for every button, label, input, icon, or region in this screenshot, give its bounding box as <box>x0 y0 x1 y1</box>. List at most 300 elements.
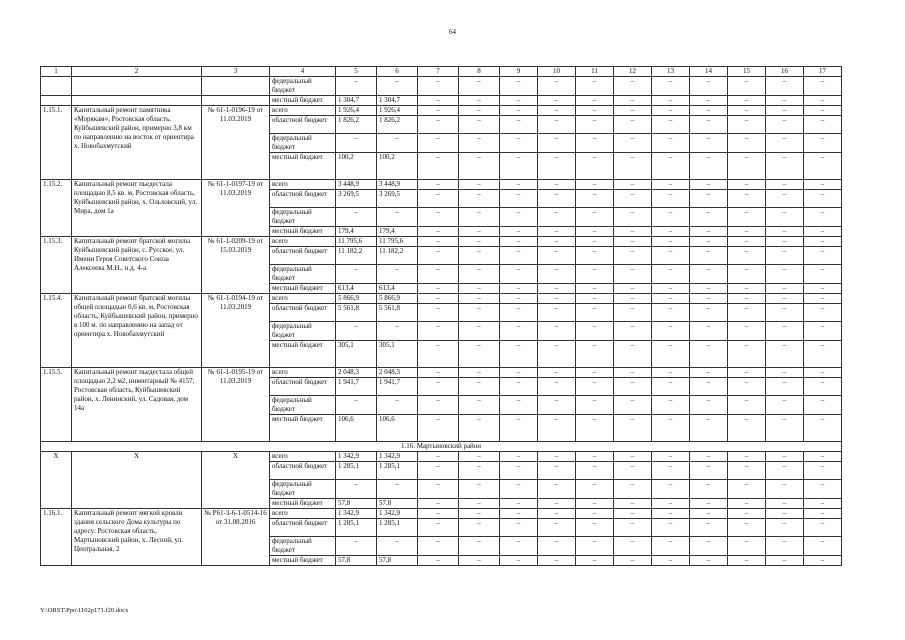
finance-row <box>41 452 842 462</box>
object-name: Капитальный ремонт пьедестала общей площадью 2,2 м2, инвентарный № 4157, Ростовская область, Куйбышевский район, х. Ленинский, ул. Садовая, дом 14а <box>72 368 202 442</box>
dash-cell: – <box>614 247 652 265</box>
source-label: местный бюджет <box>270 415 336 442</box>
dash-cell: – <box>418 415 459 442</box>
dash-cell: – <box>500 537 538 556</box>
finance-row <box>41 294 842 304</box>
dash-cell: – <box>614 116 652 134</box>
dash-cell: – <box>377 322 418 341</box>
continued-federal-row <box>41 77 842 96</box>
dash-cell: – <box>500 452 538 462</box>
dash-cell: – <box>576 208 614 227</box>
dash-cell: – <box>690 452 728 462</box>
dash-cell: – <box>576 452 614 462</box>
continued-local-row <box>41 96 842 106</box>
amount-col5: 3 448,9 <box>336 180 377 190</box>
source-label: областной бюджет <box>270 304 336 322</box>
amount-col5: 1 342,9 <box>336 509 377 519</box>
source-label: всего <box>270 294 336 304</box>
amount-col5: 11 182,2 <box>336 247 377 265</box>
object-name: Капитальный ремонт братской могилы Куйбышевский район, с. Русское, ул. Имени Героя Советского Союза Алексеева М.Н., н.д. 4-а <box>72 237 202 294</box>
column-number: 14 <box>690 67 728 77</box>
amount-col6: 305,1 <box>377 341 418 368</box>
dash-cell: – <box>652 294 690 304</box>
amount-col6: 100,2 <box>377 153 418 180</box>
dash-cell: – <box>766 237 804 247</box>
finance-row <box>41 509 842 519</box>
dash-cell: – <box>459 509 500 519</box>
permit-number: № 61-1-0194-19 от 11.03.2019 <box>202 294 270 368</box>
dash-cell: – <box>652 106 690 116</box>
dash-cell: – <box>652 227 690 237</box>
dash-cell: – <box>652 304 690 322</box>
permit-number: № 61-1-0195-19 от 11.03.2019 <box>202 368 270 442</box>
dash-cell: – <box>652 284 690 294</box>
amount-col6: 3 269,5 <box>377 190 418 208</box>
dash-cell: – <box>728 96 766 106</box>
dash-cell: – <box>459 378 500 396</box>
dash-cell: – <box>500 180 538 190</box>
dash-cell: – <box>576 462 614 480</box>
amount-col6: 106,6 <box>377 415 418 442</box>
dash-cell: – <box>459 134 500 153</box>
dash-cell: – <box>652 134 690 153</box>
dash-cell: – <box>804 556 842 566</box>
dash-cell: – <box>576 537 614 556</box>
dash-cell: – <box>766 452 804 462</box>
dash-cell: – <box>459 190 500 208</box>
dash-cell: – <box>614 237 652 247</box>
x-mark: Х <box>202 452 270 509</box>
dash-cell: – <box>576 396 614 415</box>
column-number: 16 <box>766 67 804 77</box>
dash-cell: – <box>538 556 576 566</box>
dash-cell: – <box>652 116 690 134</box>
dash-cell: – <box>804 77 842 96</box>
column-number: 13 <box>652 67 690 77</box>
dash-cell: – <box>418 304 459 322</box>
dash-cell: – <box>538 153 576 180</box>
dash-cell: – <box>766 284 804 294</box>
object-number: 1.15.2. <box>41 180 72 237</box>
dash-cell: – <box>766 519 804 537</box>
dash-cell: – <box>804 480 842 499</box>
dash-cell: – <box>459 304 500 322</box>
dash-cell: – <box>728 322 766 341</box>
dash-cell: – <box>690 378 728 396</box>
dash-cell: – <box>377 396 418 415</box>
dash-cell: – <box>614 265 652 284</box>
dash-cell: – <box>766 153 804 180</box>
dash-cell: – <box>804 237 842 247</box>
dash-cell: – <box>690 116 728 134</box>
dash-cell: – <box>459 153 500 180</box>
dash-cell: – <box>766 227 804 237</box>
dash-cell: – <box>418 247 459 265</box>
dash-cell: – <box>614 378 652 396</box>
amount-col5: 5 866,9 <box>336 294 377 304</box>
dash-cell: – <box>804 341 842 368</box>
column-number: 2 <box>72 67 202 77</box>
amount-col5: 57,8 <box>336 499 377 509</box>
dash-cell: – <box>459 519 500 537</box>
dash-cell: – <box>652 265 690 284</box>
dash-cell: – <box>336 77 377 96</box>
dash-cell: – <box>459 96 500 106</box>
dash-cell: – <box>614 322 652 341</box>
dash-cell: – <box>690 519 728 537</box>
dash-cell: – <box>336 396 377 415</box>
dash-cell: – <box>614 480 652 499</box>
dash-cell: – <box>804 537 842 556</box>
object-name: Капитальный ремонт братской могилы общей площадью 0,6 кв. м, Ростовская область, Куйбышевский район, примерно в 100 м. по направлению на запад от ориентира х. Новобахмутский <box>72 294 202 368</box>
dash-cell: – <box>652 499 690 509</box>
dash-cell: – <box>728 227 766 237</box>
dash-cell: – <box>766 247 804 265</box>
x-mark: Х <box>41 452 72 509</box>
dash-cell: – <box>538 284 576 294</box>
amount-col5: 1 342,9 <box>336 452 377 462</box>
source-label: областной бюджет <box>270 247 336 265</box>
dash-cell: – <box>500 153 538 180</box>
dash-cell: – <box>336 265 377 284</box>
section-title: 1.16. Мартыновский район <box>41 442 842 452</box>
dash-cell: – <box>538 499 576 509</box>
dash-cell: – <box>728 509 766 519</box>
dash-cell: – <box>418 499 459 509</box>
dash-cell: – <box>418 116 459 134</box>
dash-cell: – <box>538 237 576 247</box>
dash-cell: – <box>728 368 766 378</box>
dash-cell: – <box>538 106 576 116</box>
dash-cell: – <box>614 96 652 106</box>
dash-cell: – <box>728 519 766 537</box>
amount-col5: 1 826,2 <box>336 116 377 134</box>
dash-cell: – <box>459 294 500 304</box>
dash-cell: – <box>804 265 842 284</box>
amount-col6: 57,8 <box>377 556 418 566</box>
dash-cell: – <box>766 322 804 341</box>
dash-cell: – <box>728 378 766 396</box>
source-label: областной бюджет <box>270 519 336 537</box>
dash-cell: – <box>576 415 614 442</box>
dash-cell: – <box>377 77 418 96</box>
dash-cell: – <box>418 134 459 153</box>
dash-cell: – <box>500 396 538 415</box>
column-number: 12 <box>614 67 652 77</box>
dash-cell: – <box>652 519 690 537</box>
dash-cell: – <box>459 284 500 294</box>
dash-cell: – <box>652 556 690 566</box>
dash-cell: – <box>576 96 614 106</box>
dash-cell: – <box>418 462 459 480</box>
dash-cell: – <box>418 96 459 106</box>
source-label: всего <box>270 452 336 462</box>
dash-cell: – <box>690 341 728 368</box>
dash-cell: – <box>804 322 842 341</box>
dash-cell: – <box>500 519 538 537</box>
dash-cell: – <box>804 106 842 116</box>
dash-cell: – <box>500 368 538 378</box>
dash-cell: – <box>804 116 842 134</box>
dash-cell: – <box>652 247 690 265</box>
dash-cell: – <box>690 180 728 190</box>
dash-cell: – <box>377 480 418 499</box>
amount-col6: 179,4 <box>377 227 418 237</box>
dash-cell: – <box>336 322 377 341</box>
dash-cell: – <box>728 304 766 322</box>
amount-col5: 5 561,8 <box>336 304 377 322</box>
dash-cell: – <box>418 265 459 284</box>
amount-col5: 11 795,6 <box>336 237 377 247</box>
dash-cell: – <box>459 499 500 509</box>
source-label: федеральный бюджет <box>270 322 336 341</box>
dash-cell: – <box>728 556 766 566</box>
dash-cell: – <box>804 519 842 537</box>
source-label: федеральный бюджет <box>270 208 336 227</box>
dash-cell: – <box>614 190 652 208</box>
dash-cell: – <box>804 452 842 462</box>
dash-cell: – <box>418 556 459 566</box>
dash-cell: – <box>804 499 842 509</box>
dash-cell: – <box>728 499 766 509</box>
dash-cell: – <box>690 415 728 442</box>
column-number: 9 <box>500 67 538 77</box>
amount-col5: 100,2 <box>336 153 377 180</box>
dash-cell: – <box>804 190 842 208</box>
dash-cell: – <box>459 227 500 237</box>
finance-row <box>41 106 842 116</box>
dash-cell: – <box>652 368 690 378</box>
column-number-row <box>41 67 842 77</box>
dash-cell: – <box>459 265 500 284</box>
dash-cell: – <box>576 134 614 153</box>
financing-table <box>40 66 842 566</box>
dash-cell: – <box>652 341 690 368</box>
dash-cell: – <box>576 265 614 284</box>
dash-cell: – <box>538 96 576 106</box>
dash-cell: – <box>538 227 576 237</box>
column-number: 11 <box>576 67 614 77</box>
dash-cell: – <box>614 499 652 509</box>
dash-cell: – <box>804 153 842 180</box>
dash-cell: – <box>576 480 614 499</box>
dash-cell: – <box>614 537 652 556</box>
dash-cell: – <box>377 208 418 227</box>
object-name: Капитальный ремонт пьедестала площадью 8,5 кв. м, Ростовская область, Куйбышевский район, х. Ольховский, ул. Мира, дом 1а <box>72 180 202 237</box>
dash-cell: – <box>652 208 690 227</box>
dash-cell: – <box>500 116 538 134</box>
dash-cell: – <box>728 237 766 247</box>
dash-cell: – <box>459 480 500 499</box>
dash-cell: – <box>576 190 614 208</box>
dash-cell: – <box>418 190 459 208</box>
dash-cell: – <box>690 227 728 237</box>
dash-cell: – <box>500 415 538 442</box>
dash-cell: – <box>614 556 652 566</box>
dash-cell: – <box>418 208 459 227</box>
dash-cell: – <box>418 452 459 462</box>
amount-col5: 613,4 <box>336 284 377 294</box>
source-label: местный бюджет <box>270 499 336 509</box>
dash-cell: – <box>538 341 576 368</box>
page-number: 64 <box>449 28 456 36</box>
source-label: всего <box>270 180 336 190</box>
dash-cell: – <box>728 537 766 556</box>
dash-cell: – <box>804 134 842 153</box>
dash-cell: – <box>614 106 652 116</box>
dash-cell: – <box>804 396 842 415</box>
dash-cell: – <box>459 452 500 462</box>
source-label: областной бюджет <box>270 116 336 134</box>
dash-cell: – <box>614 208 652 227</box>
dash-cell: – <box>500 190 538 208</box>
dash-cell: – <box>576 180 614 190</box>
dash-cell: – <box>418 294 459 304</box>
dash-cell: – <box>459 116 500 134</box>
dash-cell: – <box>538 134 576 153</box>
column-number: 8 <box>459 67 500 77</box>
amount-col6: 1 342,9 <box>377 452 418 462</box>
source-label: областной бюджет <box>270 378 336 396</box>
dash-cell: – <box>614 396 652 415</box>
dash-cell: – <box>500 77 538 96</box>
dash-cell: – <box>500 509 538 519</box>
amount-col6: 1 926,4 <box>377 106 418 116</box>
dash-cell: – <box>538 537 576 556</box>
amount-col6: 2 048,3 <box>377 368 418 378</box>
dash-cell: – <box>652 322 690 341</box>
dash-cell: – <box>614 180 652 190</box>
dash-cell: – <box>576 237 614 247</box>
dash-cell: – <box>336 208 377 227</box>
dash-cell: – <box>459 537 500 556</box>
dash-cell: – <box>500 304 538 322</box>
source-label: всего <box>270 509 336 519</box>
empty-cell <box>72 77 202 96</box>
source-label: местный бюджет <box>270 284 336 294</box>
dash-cell: – <box>459 396 500 415</box>
dash-cell: – <box>614 452 652 462</box>
dash-cell: – <box>728 462 766 480</box>
dash-cell: – <box>538 480 576 499</box>
amount-col6: 1 342,9 <box>377 509 418 519</box>
dash-cell: – <box>652 462 690 480</box>
dash-cell: – <box>576 153 614 180</box>
dash-cell: – <box>500 294 538 304</box>
dash-cell: – <box>576 77 614 96</box>
dash-cell: – <box>418 396 459 415</box>
dash-cell: – <box>614 509 652 519</box>
dash-cell: – <box>804 509 842 519</box>
dash-cell: – <box>418 227 459 237</box>
amount-col6: 3 448,9 <box>377 180 418 190</box>
object-number: 1.15.3. <box>41 237 72 294</box>
dash-cell: – <box>500 106 538 116</box>
dash-cell: – <box>728 180 766 190</box>
column-number: 1 <box>41 67 72 77</box>
dash-cell: – <box>500 208 538 227</box>
source-label: местный бюджет <box>270 227 336 237</box>
dash-cell: – <box>652 180 690 190</box>
dash-cell: – <box>766 208 804 227</box>
dash-cell: – <box>614 368 652 378</box>
dash-cell: – <box>690 247 728 265</box>
dash-cell: – <box>652 537 690 556</box>
dash-cell: – <box>614 341 652 368</box>
dash-cell: – <box>690 322 728 341</box>
dash-cell: – <box>690 153 728 180</box>
dash-cell: – <box>728 294 766 304</box>
dash-cell: – <box>766 106 804 116</box>
dash-cell: – <box>500 227 538 237</box>
dash-cell: – <box>766 190 804 208</box>
empty-cell <box>202 77 270 96</box>
dash-cell: – <box>538 304 576 322</box>
dash-cell: – <box>614 294 652 304</box>
dash-cell: – <box>652 96 690 106</box>
dash-cell: – <box>576 106 614 116</box>
column-number: 15 <box>728 67 766 77</box>
dash-cell: – <box>804 462 842 480</box>
dash-cell: – <box>576 378 614 396</box>
dash-cell: – <box>576 322 614 341</box>
amount-col5: 1 304,7 <box>336 96 377 106</box>
amount-col6: 5 561,8 <box>377 304 418 322</box>
source-label: областной бюджет <box>270 190 336 208</box>
column-number: 7 <box>418 67 459 77</box>
dash-cell: – <box>804 96 842 106</box>
dash-cell: – <box>652 415 690 442</box>
source-label: местный бюджет <box>270 556 336 566</box>
dash-cell: – <box>690 96 728 106</box>
amount-col5: 2 048,3 <box>336 368 377 378</box>
source-label: местный бюджет <box>270 96 336 106</box>
dash-cell: – <box>418 519 459 537</box>
object-name: Капитальный ремонт памятника «Морякам», Ростовская область, Куйбышевский район, примерно 3,8 км по направлению на восток от ориентира х. Новобахмутский <box>72 106 202 180</box>
amount-col5: 57,8 <box>336 556 377 566</box>
dash-cell: – <box>728 247 766 265</box>
amount-col5: 1 926,4 <box>336 106 377 116</box>
permit-number: № 61-1-0197-19 от 11.03.2019 <box>202 180 270 237</box>
dash-cell: – <box>576 294 614 304</box>
amount-col6: 1 304,7 <box>377 96 418 106</box>
dash-cell: – <box>418 180 459 190</box>
dash-cell: – <box>728 452 766 462</box>
dash-cell: – <box>336 480 377 499</box>
dash-cell: – <box>690 499 728 509</box>
dash-cell: – <box>728 265 766 284</box>
amount-col5: 1 941,7 <box>336 378 377 396</box>
dash-cell: – <box>690 462 728 480</box>
finance-row <box>41 180 842 190</box>
dash-cell: – <box>804 294 842 304</box>
dash-cell: – <box>538 208 576 227</box>
permit-number: № 61-1-0196-19 от 11.03.2019 <box>202 106 270 180</box>
dash-cell: – <box>538 294 576 304</box>
dash-cell: – <box>690 509 728 519</box>
dash-cell: – <box>766 304 804 322</box>
dash-cell: – <box>614 134 652 153</box>
dash-cell: – <box>804 180 842 190</box>
dash-cell: – <box>766 294 804 304</box>
source-label: федеральный бюджет <box>270 265 336 284</box>
empty-cell <box>41 96 72 106</box>
dash-cell: – <box>500 378 538 396</box>
dash-cell: – <box>728 208 766 227</box>
dash-cell: – <box>614 227 652 237</box>
dash-cell: – <box>690 556 728 566</box>
dash-cell: – <box>614 284 652 294</box>
